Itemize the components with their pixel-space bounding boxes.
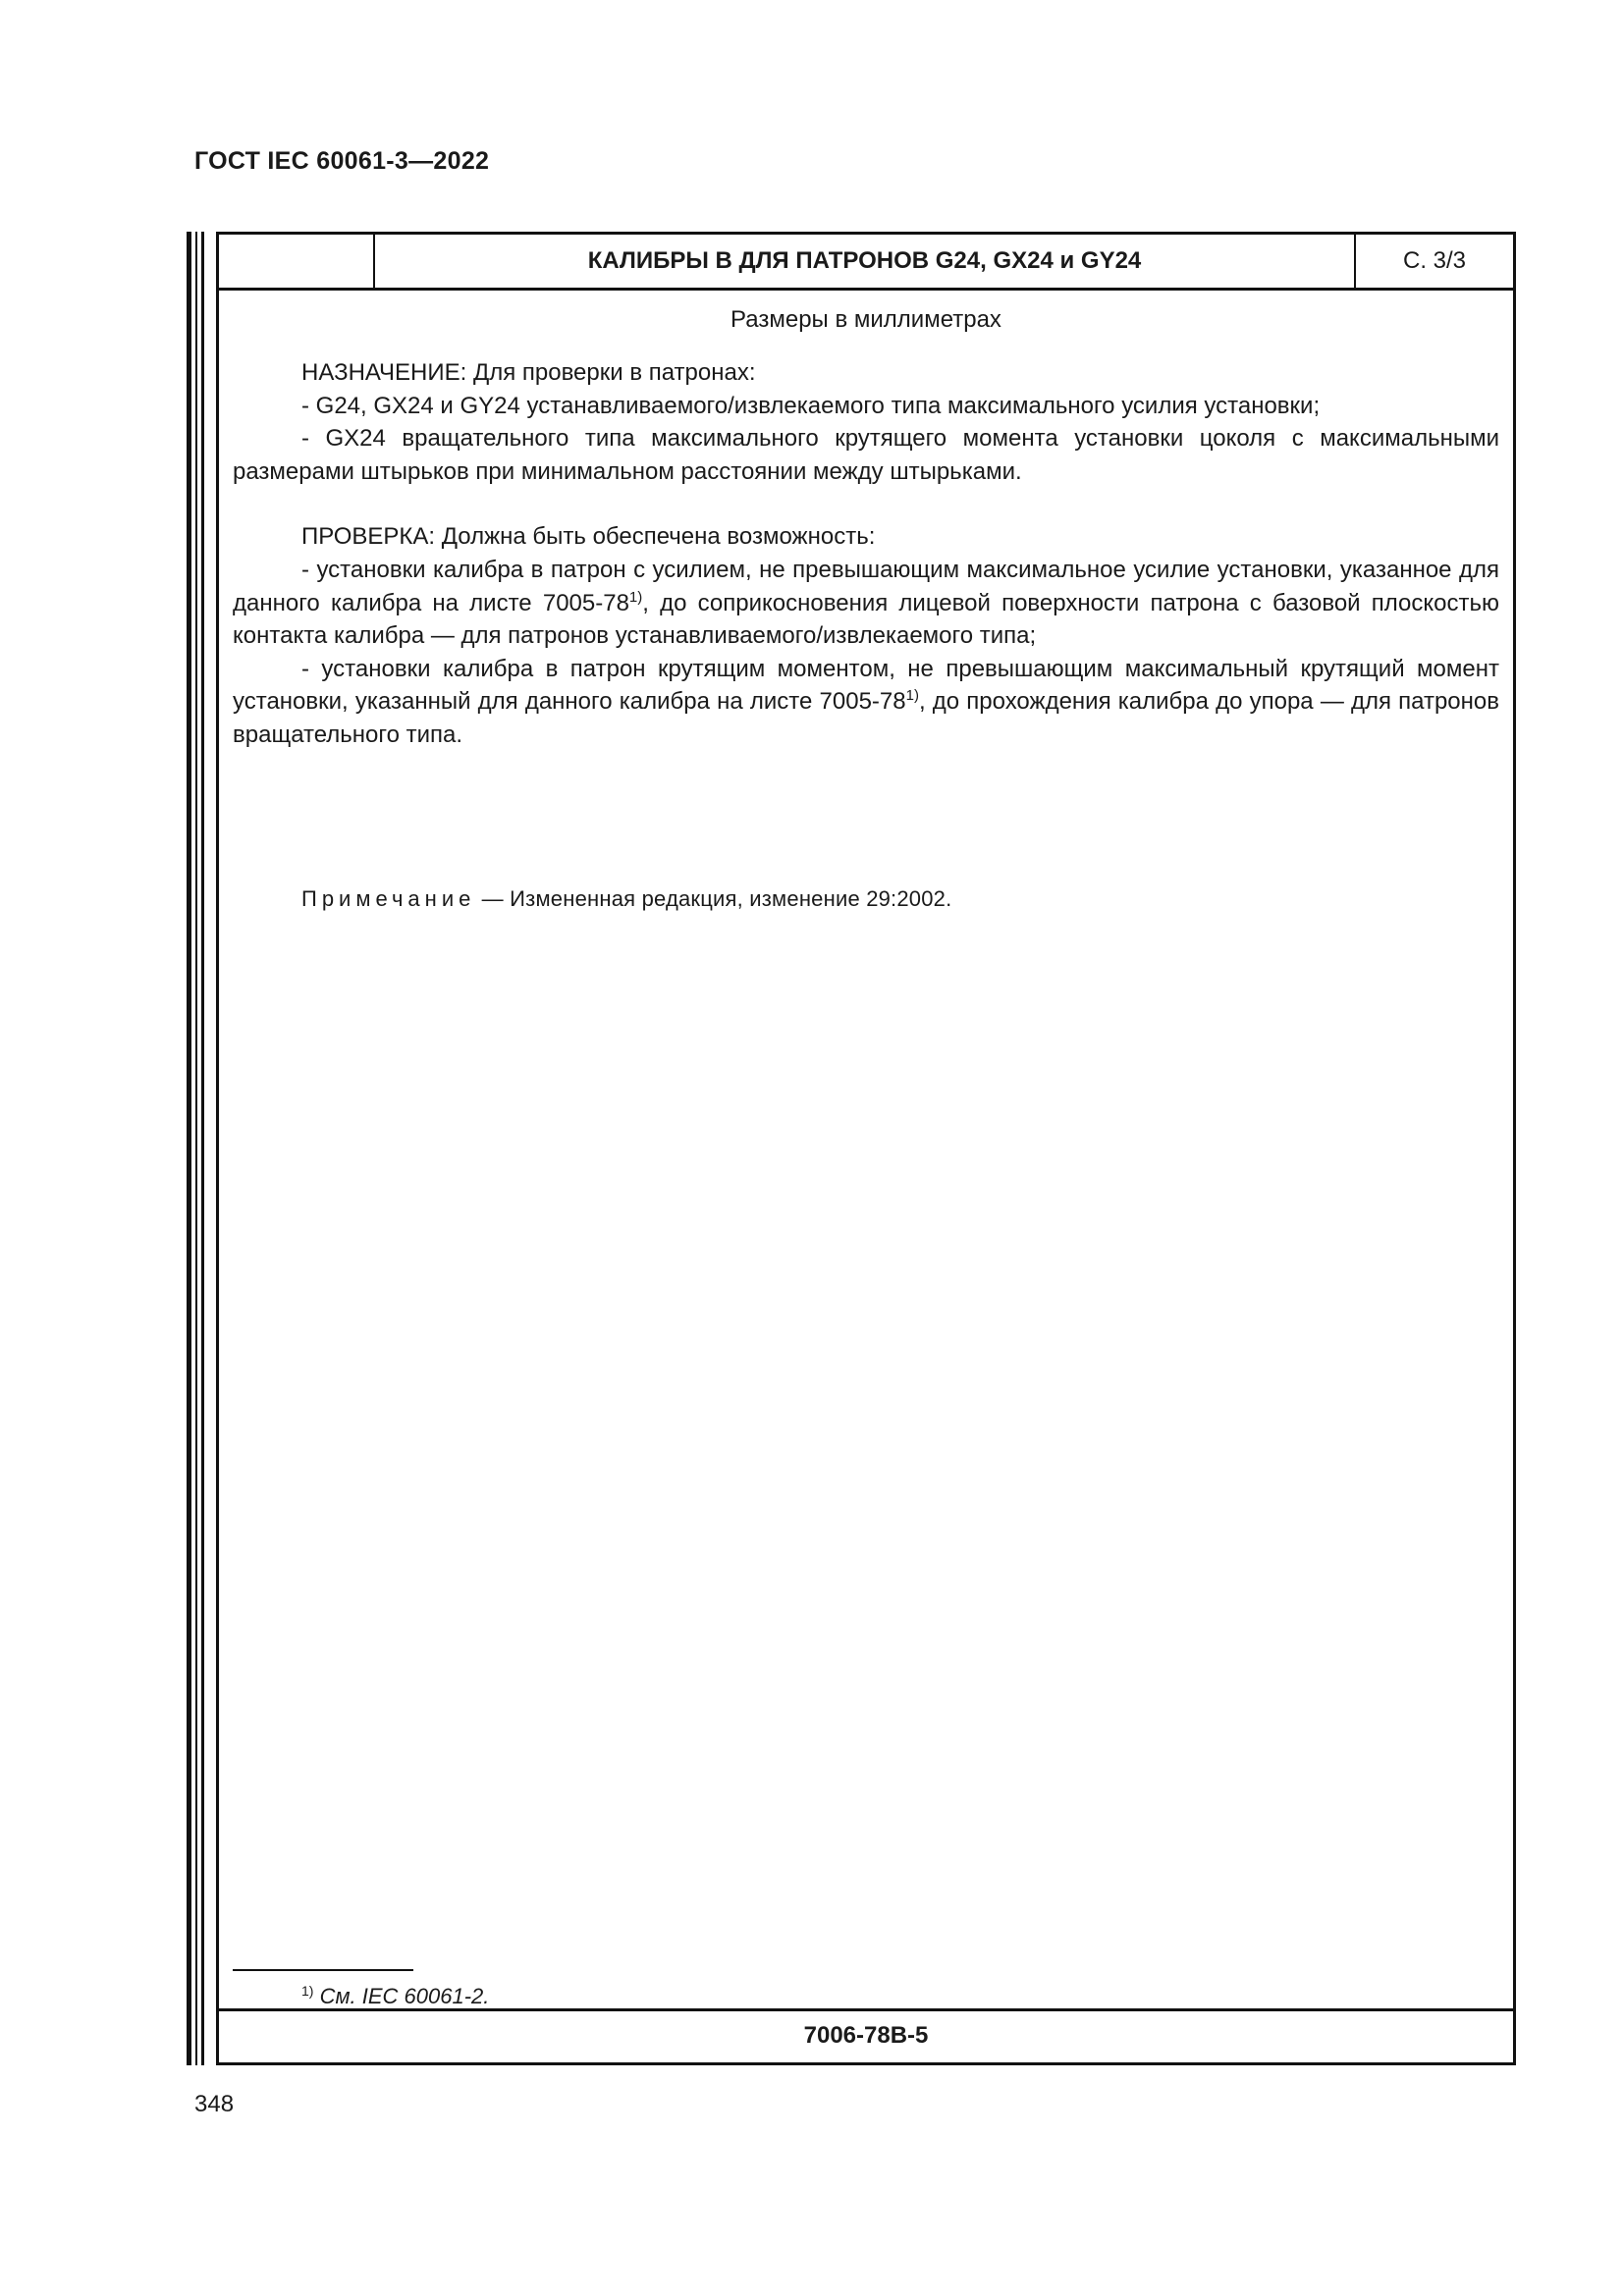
sheet-title: КАЛИБРЫ В ДЛЯ ПАТРОНОВ G24, GX24 и GY24 <box>375 235 1356 288</box>
note-text: — Измененная редакция, изменение 29:2002. <box>475 886 952 911</box>
check-lead: ПРОВЕРКА: Должна быть обеспечена возможность: <box>301 523 876 551</box>
check-item-1 <box>233 554 1499 653</box>
check-item-1-text-cont: , до соприкосновения лицевой поверхности патрона с базовой плоскостью контакта калибра — для патронов устанавливаемого/извлекаемого типа; <box>233 589 1499 650</box>
sheet-code: 7006-78B-5 <box>219 2008 1513 2062</box>
margin-bar-1 <box>187 232 191 2065</box>
footnote <box>301 1984 489 2009</box>
margin-bar-2 <box>195 232 197 2065</box>
document-header: ГОСТ IEC 60061-3—2022 <box>194 147 490 175</box>
sheet-content <box>233 356 1499 784</box>
margin-bar-3 <box>201 232 204 2065</box>
sheet-page-indicator: С. 3/3 <box>1402 247 1467 274</box>
check-item-2-text: - установки калибра в патрон крутящим моментом, не превышающим максимальный крутящий момент установки, указанный для данного калибра на листе 7005-78 <box>233 655 1499 716</box>
check-item-2 <box>233 653 1499 752</box>
footnote-ref: 1) <box>628 588 643 606</box>
page-number: 348 <box>194 2091 235 2117</box>
footnote-mark: 1) <box>301 1983 314 1999</box>
purpose-lead: НАЗНАЧЕНИЕ: Для проверки в патронах: <box>301 359 756 386</box>
title-block <box>219 235 1513 291</box>
standard-sheet <box>216 232 1516 2065</box>
units-note: Размеры в миллиметрах <box>730 306 1001 333</box>
check-item-2-text-cont: , до прохождения калибра до упора — для патронов вращательного типа. <box>233 688 1499 748</box>
title-block-empty-cell <box>219 235 375 288</box>
purpose-item-2: - GX24 вращательного типа максимального крутящего момента установки цоколя с максимальными размерами штырьков при минимальном расстоянии между штырьками. <box>233 425 1499 485</box>
purpose-item-1: - G24, GX24 и GY24 устанавливаемого/извлекаемого типа максимального усилия установки; <box>301 392 1321 419</box>
purpose-section <box>233 356 1499 488</box>
footnote-text: См. IEC 60061-2. <box>319 1984 490 2008</box>
check-section <box>233 520 1499 751</box>
footnote-divider <box>233 1969 413 1971</box>
footnote-ref: 1) <box>905 687 919 705</box>
margin-binding-bars <box>187 232 216 2065</box>
note-label: Примечание <box>301 886 476 911</box>
check-item-1-text: - установки калибра в патрон с усилием, не превышающим максимальное усилие установки, указанное для данного калибра на листе 7005-78 <box>233 556 1499 616</box>
note <box>301 886 951 912</box>
